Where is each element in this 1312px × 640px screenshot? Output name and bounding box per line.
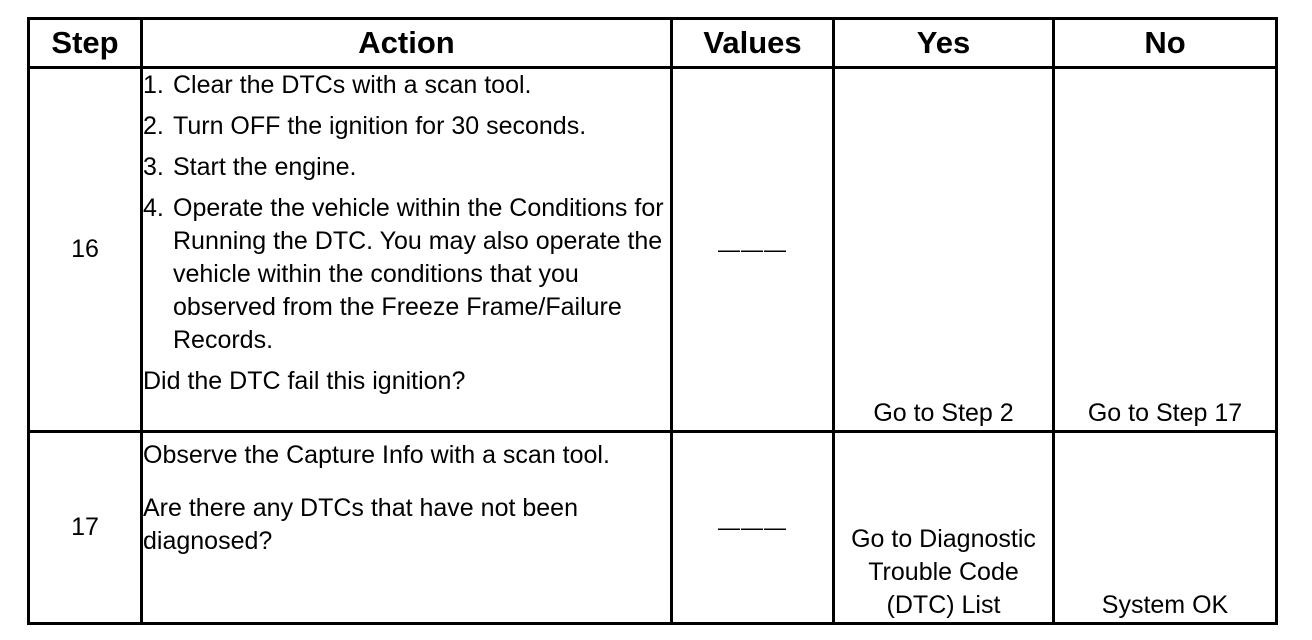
table-row-step-17: [29, 432, 1277, 624]
action-step-item: [143, 110, 670, 143]
yes-result: Go to Step 2: [873, 399, 1014, 427]
header-action: Action: [142, 19, 672, 68]
header-no: No: [1054, 19, 1277, 68]
action-step-number: 1.: [143, 71, 164, 99]
action-question: Did the DTC fail this ignition?: [143, 367, 466, 395]
action-step-number: 2.: [143, 112, 164, 140]
action-instruction: Observe the Capture Info with a scan tool.: [143, 441, 610, 469]
no-result: Go to Step 17: [1087, 399, 1243, 427]
step-number: 17: [29, 432, 142, 624]
action-cell: [142, 432, 672, 624]
action-step-text: Operate the vehicle within the Conditions for Running the DTC. You may also operate the vehicle within the conditions that you observed from the Freeze Frame/Failure Records.: [173, 194, 664, 354]
action-step-number: 3.: [143, 153, 164, 181]
values-cell: [672, 432, 834, 624]
header-step: Step: [29, 19, 142, 68]
no-cell: [1054, 68, 1277, 432]
action-step-text: Start the engine.: [173, 153, 357, 181]
yes-cell: [834, 432, 1054, 624]
header-row: [29, 19, 1277, 68]
header-values: Values: [672, 19, 834, 68]
header-yes: Yes: [834, 19, 1054, 68]
action-step-text: Clear the DTCs with a scan tool.: [173, 71, 532, 99]
action-step-item: [143, 192, 670, 357]
no-cell: [1054, 432, 1277, 624]
action-step-number: 4.: [143, 194, 164, 222]
step-number: 16: [29, 68, 142, 432]
action-question: Are there any DTCs that have not been diagnosed?: [143, 494, 578, 555]
diagnostic-table: [27, 17, 1278, 625]
no-result: System OK: [1101, 591, 1229, 619]
table-row-step-16: [29, 68, 1277, 432]
action-steps-list: [143, 69, 670, 357]
action-step-item: [143, 151, 670, 184]
values-cell: [672, 68, 834, 432]
values-placeholder: ———: [718, 237, 787, 262]
yes-result: Go to Diagnostic Trouble Code (DTC) List: [851, 525, 1036, 619]
values-placeholder: ———: [718, 515, 787, 540]
action-cell: [142, 68, 672, 432]
action-step-text: Turn OFF the ignition for 30 seconds.: [173, 112, 587, 140]
yes-cell: [834, 68, 1054, 432]
action-step-item: [143, 69, 670, 102]
